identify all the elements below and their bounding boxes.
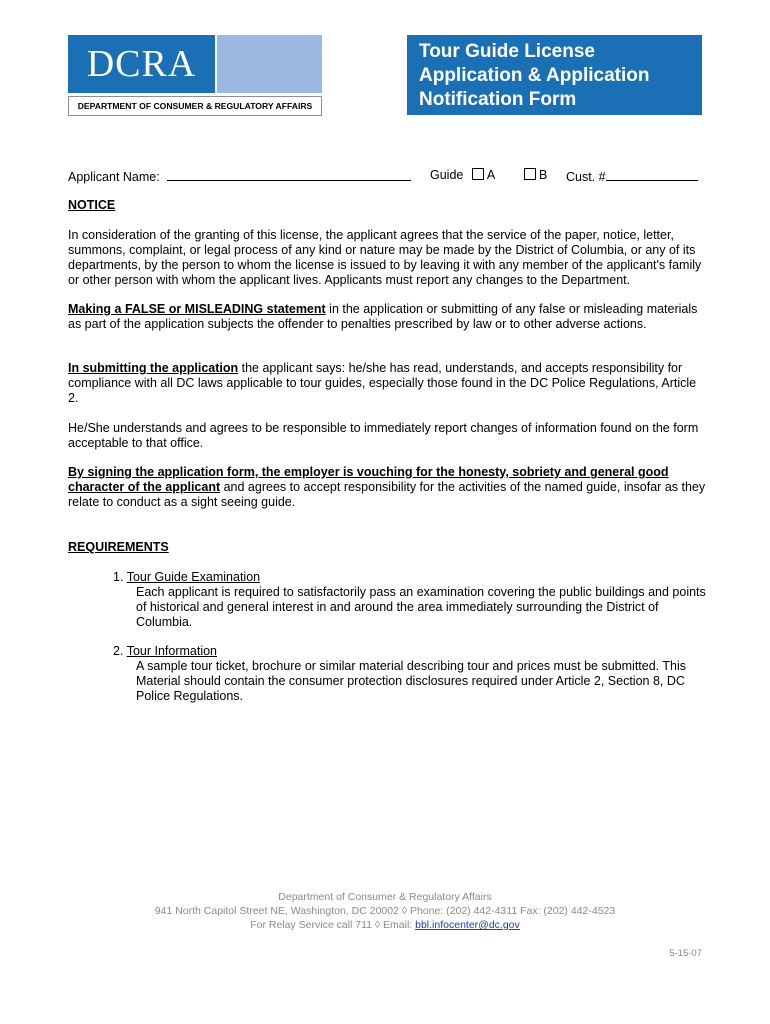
requirement-text: Each applicant is required to satisfactorily pass an examination covering the public buildings and points of historical and general interest in and around the area immediately surrounding the District of Columbia. [136,585,706,629]
submitting-lead: In submitting the application [68,361,239,375]
option-b-label: B [538,168,548,182]
signing-lead: By signing the application form, the employer is vouching for the honesty, sobriety and general good character of the applicant [68,465,669,494]
submitting-text: the applicant says: he/she has read, understands, and accepts responsibility for compliance with all DC laws applicable to tour guides, especially those found in the DC Police Regulations, Article 2. [68,361,697,405]
title-line-1: Tour Guide License [419,41,595,62]
false-statement-lead: Making a FALSE or MISLEADING statement [68,302,326,316]
cust-number-row [566,168,698,184]
footer-department: Department of Consumer & Regulatory Affairs [278,891,492,903]
version-date: 5-15-07 [669,948,702,959]
guide-type-row [430,168,547,182]
title-line-3: Notification Form [419,89,577,110]
requirement-text: A sample tour ticket, brochure or similar material describing tour and prices must be submitted. This Material should contain the consumer protection disclosures required under Article 2, Section 8, DC Police Regulations. [136,659,686,703]
footer-relay [0,918,770,932]
applicant-name-field[interactable] [167,168,411,181]
form-title [407,35,702,115]
notice-heading: NOTICE [68,198,116,212]
signing-text: and agrees to accept responsibility for the activities of the named guide, insofar as they relate to conduct as a sight seeing guide. [68,480,706,509]
applicant-name-label: Applicant Name: [68,170,160,184]
requirement-number: 1. [113,570,124,584]
option-a-label: A [486,168,495,182]
requirement-item-1 [113,570,713,630]
requirements-heading: REQUIREMENTS [68,540,169,554]
notice-paragraph-5 [68,465,708,510]
logo-caption: DEPARTMENT OF CONSUMER & REGULATORY AFFAIRS [68,96,322,116]
email-link[interactable]: bbl.infocenter@dc.gov [415,919,520,931]
cust-number-label: Cust. # [566,170,606,184]
option-b-checkbox[interactable] [524,168,536,180]
title-line-2: Application & Application [419,65,650,86]
dcra-logo [68,35,322,117]
option-a-checkbox[interactable] [472,168,484,180]
logo-text: DCRA [68,35,215,93]
notice-paragraph-3 [68,361,708,406]
requirement-title: Tour Information [126,644,218,658]
requirement-title: Tour Guide Examination [126,570,261,584]
notice-paragraph-4: He/She understands and agrees to be responsible to immediately report changes of information found on the form acceptable to that office. [68,421,699,450]
footer-relay-text: For Relay Service call 711 ◊ Email: [250,919,416,931]
requirement-number: 2. [113,644,124,658]
notice-paragraph-2 [68,302,708,332]
logo-accent-block [217,35,322,93]
requirement-item-2 [113,644,713,704]
guide-label: Guide [430,168,464,182]
notice-paragraph-1: In consideration of the granting of this license, the applicant agrees that the service of the paper, notice, letter, summons, complaint, or legal process of any kind or nature may be made by the District of Columbia, or any of its departments, by the person to whom the license is issued to by leaving it with any member of the applicant's family or other person with whom the applicant lives. Applicants must report any changes to the Department. [68,228,702,287]
false-statement-text: in the application or submitting of any false or misleading materials as part of the application subjects the offender to penalties prescribed by law or to other adverse actions. [68,302,698,331]
cust-number-field[interactable] [606,168,698,181]
applicant-name-row [68,168,411,184]
footer-address: 941 North Capitol Street NE, Washington, DC 20002 ◊ Phone: (202) 442-4311 Fax: (202) 442-4523 [154,905,616,917]
